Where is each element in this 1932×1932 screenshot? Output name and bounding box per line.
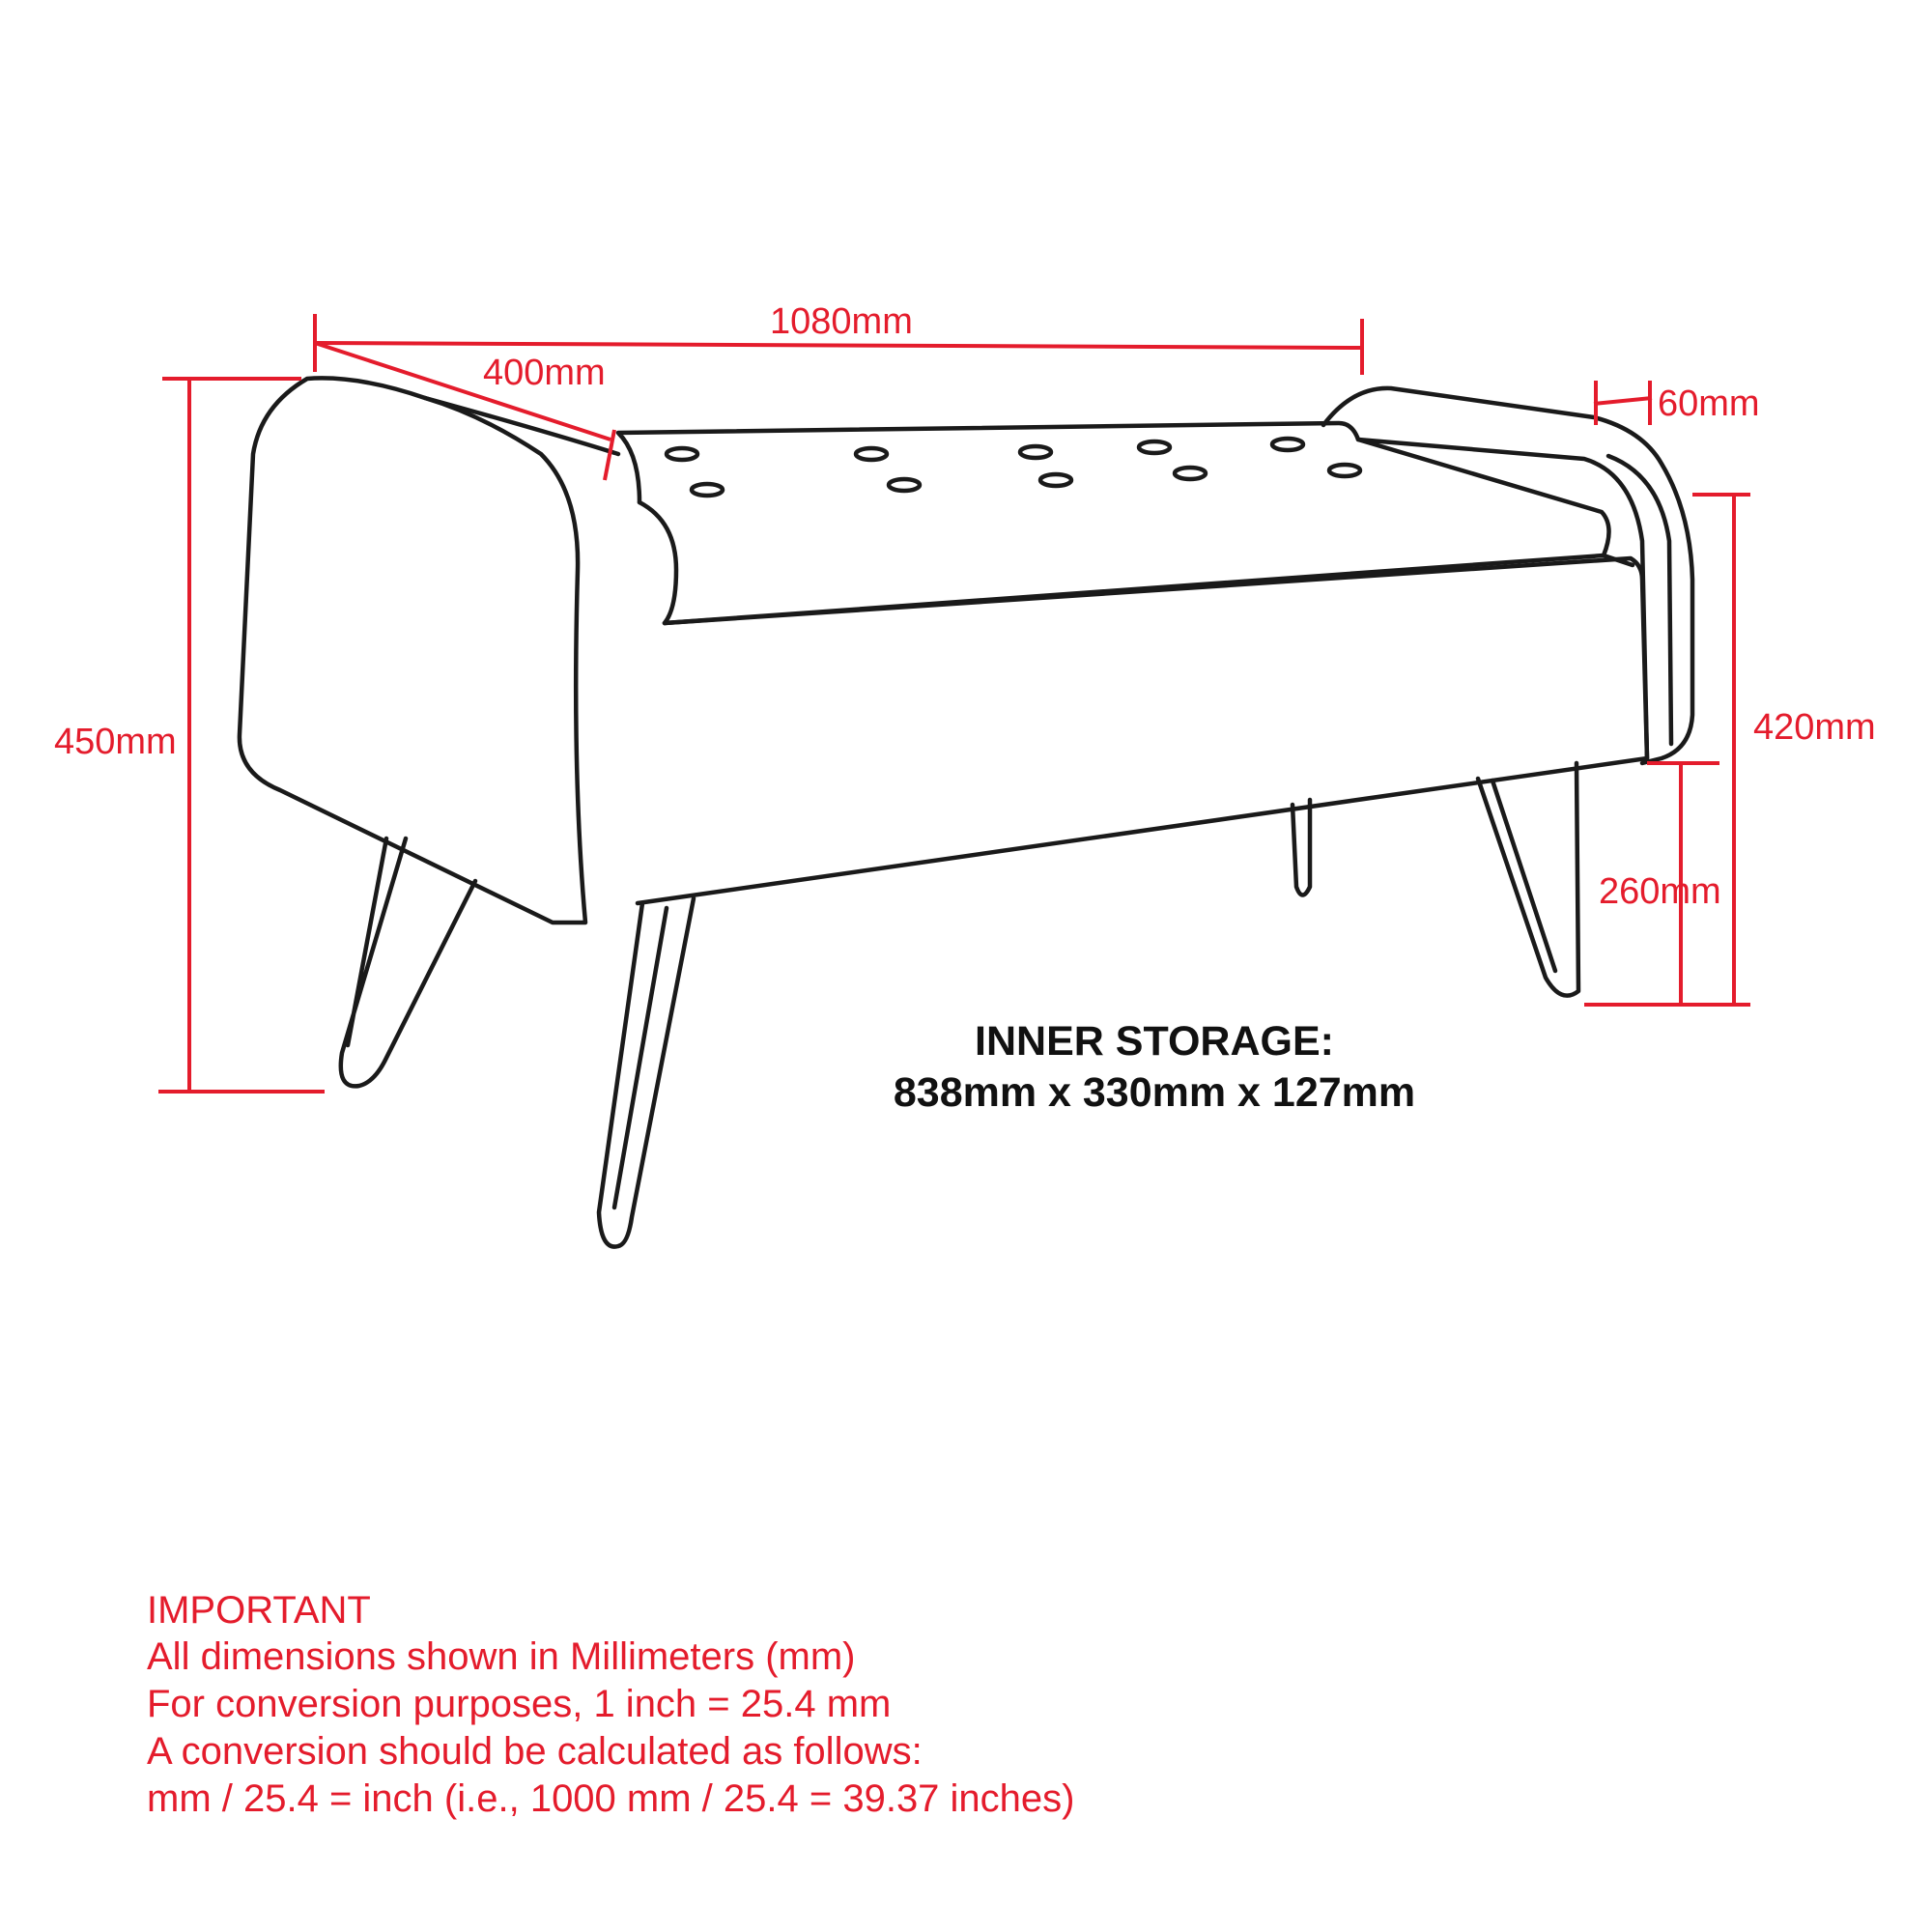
tufting-button [1139,441,1170,453]
tufting-button [1272,439,1303,450]
notes-line: A conversion should be calculated as follows: [147,1730,923,1773]
notes-heading: IMPORTANT [147,1589,371,1632]
hairpin-legs [341,763,1578,1247]
length-dimension-line [315,343,1362,348]
tufting-button [856,448,887,460]
depth-label: 400mm [483,353,606,393]
tufting-button [1175,468,1206,479]
arm-width-dimension-line [1594,398,1652,404]
tufting-button [667,448,697,460]
left-arm-inner-roll [639,502,676,623]
notes-line: All dimensions shown in Millimeters (mm) [147,1635,856,1678]
back-middle-hairpin-leg [1293,800,1310,895]
left-arm-panel [240,378,585,923]
tufting-button [1329,465,1360,476]
front-middle-hairpin-leg [599,898,694,1247]
seat-clearance-label: 260mm [1599,871,1721,912]
dimension-lines [158,314,1750,1092]
notes-line: For conversion purposes, 1 inch = 25.4 mm [147,1683,892,1725]
inner-storage-size: 838mm x 330mm x 127mm [893,1069,1416,1116]
left-arm-top-edge [425,398,618,454]
arm-height-label: 420mm [1753,707,1876,748]
tufting-button [692,484,723,496]
tufting-buttons [667,439,1360,496]
dimension-labels [54,301,1876,912]
total-height-label: 450mm [54,722,177,762]
inner-storage-callout [894,1018,1415,1116]
tufting-button [1040,474,1071,486]
length-label: 1080mm [770,301,913,342]
important-notes [147,1589,1075,1820]
inner-storage-title: INNER STORAGE: [975,1018,1334,1065]
tufting-button [1020,446,1051,458]
right-arm-inner-edge [1608,456,1671,744]
storage-box-front [638,558,1647,903]
notes-line: mm / 25.4 = inch (i.e., 1000 mm / 25.4 = 39.37 inches) [147,1777,1075,1820]
back-right-hairpin-leg [1478,763,1578,996]
arm-width-label: 60mm [1658,384,1760,424]
storage-bench-outline [240,378,1692,923]
tufting-button [889,479,920,491]
